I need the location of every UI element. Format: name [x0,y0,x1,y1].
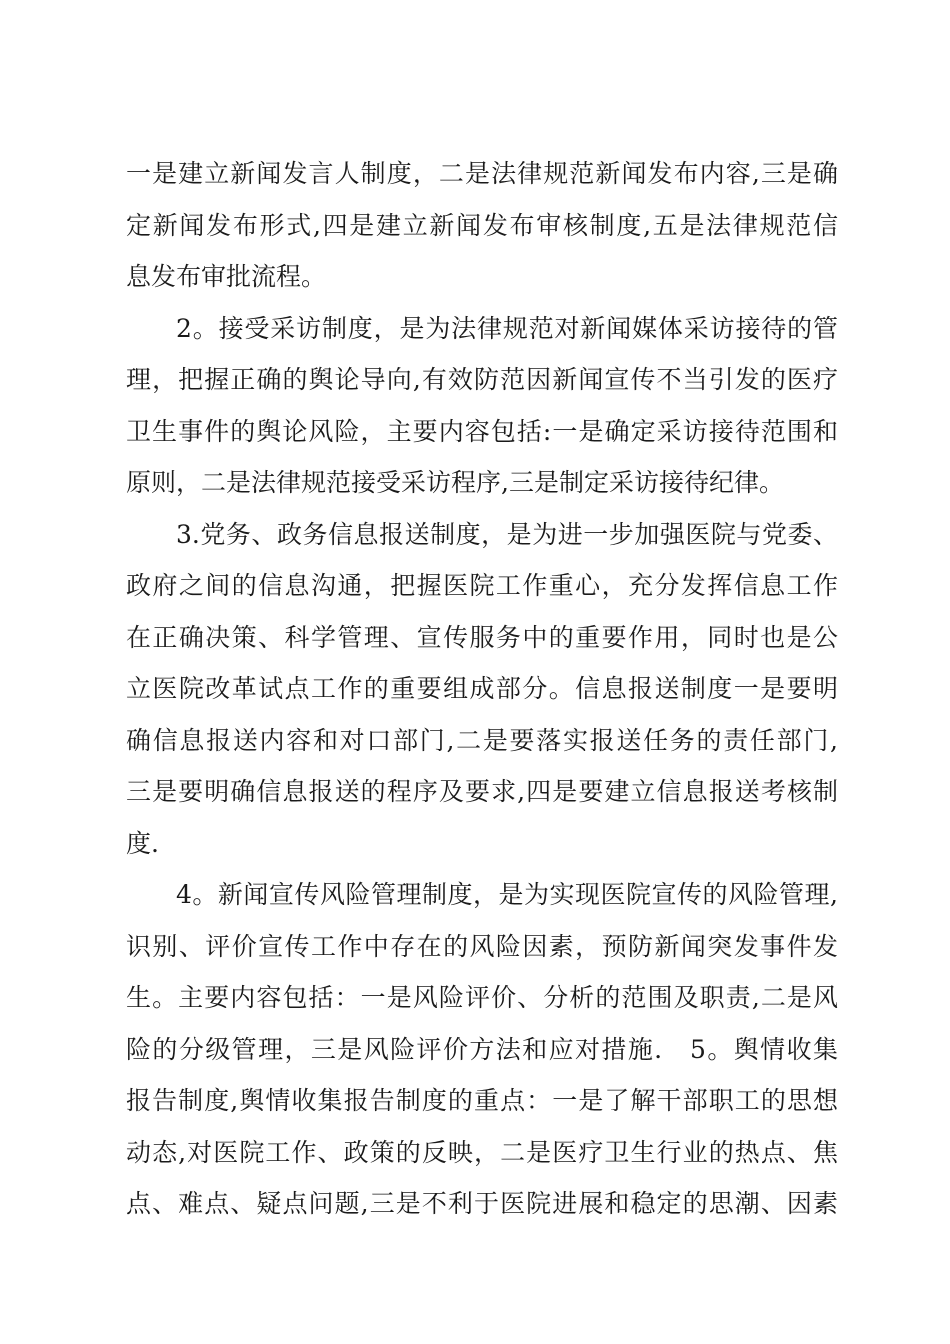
text-line-21 [126,1178,838,1230]
text-line-6 [126,406,838,458]
line-text: 点、难点、疑点问题,三是不利于医院进展和稳定的思潮、因素 [126,1189,838,1218]
text-line-13 [126,766,838,818]
line-text: 度. [126,828,159,858]
line-text: 确信息报送内容和对口部门,二是要落实报送任务的责任部门, [126,725,838,755]
line-text: 理，把握正确的舆论导向,有效防范因新闻宣传不当引发的医疗 [126,365,838,394]
line-text: 动态,对医院工作、政策的反映，二是医疗卫生行业的热点、焦 [126,1137,838,1167]
text-line-3 [126,251,838,303]
text-line-20 [126,1127,838,1179]
text-line-19 [126,1075,838,1127]
line-text: 卫生事件的舆论风险，主要内容包括:一是确定采访接待范围和 [126,416,838,446]
line-text: 3.党务、政务信息报送制度，是为进一步加强医院与党委、 [176,519,838,549]
text-line-2 [126,200,838,252]
text-line-1 [126,148,838,200]
line-text: 2。接受采访制度，是为法律规范对新闻媒体采访接待的管 [176,313,838,343]
line-text: 在正确决策、科学管理、宣传服务中的重要作用，同时也是公 [126,622,838,652]
text-line-5 [126,354,838,406]
text-line-17 [126,972,838,1024]
line-text: 息发布审批流程。 [126,262,327,291]
text-line-7 [126,457,838,509]
line-text: 识别、评价宣传工作中存在的风险因素，预防新闻突发事件发 [126,931,838,961]
text-line-16 [126,921,838,973]
line-text: 报告制度,舆情收集报告制度的重点：一是了解干部职工的思想 [126,1086,838,1115]
line-text: 险的分级管理，三是风险评价方法和应对措施． 5。舆情收集 [126,1034,838,1064]
line-text: 定新闻发布形式,四是建立新闻发布审核制度,五是法律规范信 [126,210,838,240]
line-text: 政府之间的信息沟通，把握医院工作重心，充分发挥信息工作 [126,571,838,600]
line-text: 一是建立新闻发言人制度，二是法律规范新闻发布内容,三是确 [126,159,838,188]
text-line-14 [126,818,838,870]
text-line-15 [126,869,838,921]
text-line-11 [126,663,838,715]
line-text: 生。主要内容包括：一是风险评价、分析的范围及职责,二是风 [126,983,838,1012]
text-line-4 [126,303,838,355]
text-line-10 [126,612,838,664]
line-text: 立医院改革试点工作的重要组成部分。信息报送制度一是要明 [126,674,838,703]
line-text: 三是要明确信息报送的程序及要求,四是要建立信息报送考核制 [126,777,838,806]
text-line-8 [126,509,838,561]
line-text: 原则，二是法律规范接受采访程序,三是制定采访接待纪律。 [126,468,784,497]
body-text [126,148,838,1230]
text-line-9 [126,560,838,612]
text-line-12 [126,715,838,767]
text-line-18 [126,1024,838,1076]
line-text: 4。新闻宣传风险管理制度，是为实现医院宣传的风险管理, [176,880,838,909]
